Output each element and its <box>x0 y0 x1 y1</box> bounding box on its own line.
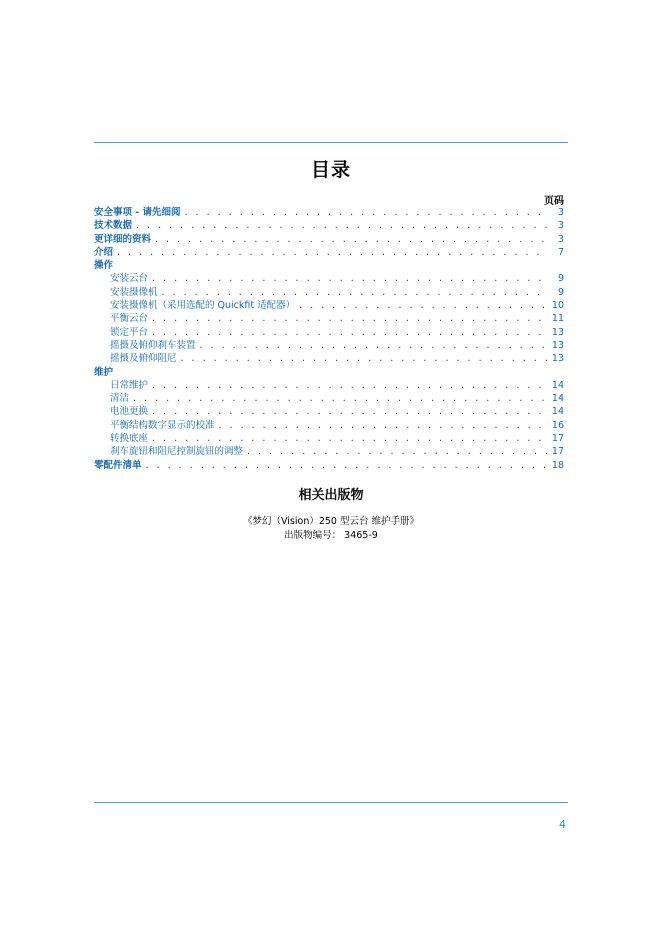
dot-leader <box>299 299 548 312</box>
toc-entry-page: 17 <box>551 433 564 445</box>
toc-entry[interactable] <box>94 312 564 325</box>
page-column-header: 页码 <box>544 196 564 207</box>
toc-entry-label: 平衡结构数字显示的校准 <box>110 419 215 431</box>
related-publication-title: 《梦幻（Vision）250 型云台 维护手册》 <box>242 516 420 527</box>
toc-entry[interactable] <box>94 339 564 352</box>
toc-entry[interactable] <box>94 326 564 339</box>
toc-entry[interactable] <box>94 286 564 299</box>
dot-leader <box>152 326 548 339</box>
dot-leader <box>219 419 548 432</box>
toc-entry[interactable] <box>94 206 564 219</box>
dot-leader <box>155 233 548 246</box>
toc-entry-label: 电池更换 <box>110 406 149 418</box>
dot-leader <box>117 246 548 259</box>
dot-leader <box>136 219 548 232</box>
toc-entry-page: 3 <box>557 220 564 232</box>
toc-entry-page: 13 <box>551 339 564 351</box>
toc-entry-page: 7 <box>557 246 564 258</box>
toc-entry-label: 平衡云台 <box>110 313 149 325</box>
toc-entry-label: 转换底座 <box>110 433 149 445</box>
dot-leader <box>181 352 548 365</box>
toc-entry[interactable] <box>94 459 564 472</box>
toc-entry-label: 安装摄像机（采用选配的 Quickfit 适配器） <box>110 300 296 312</box>
toc-entry[interactable] <box>94 233 564 246</box>
toc-entry-page: 13 <box>551 353 564 365</box>
toc-entry[interactable] <box>94 352 564 365</box>
toc-entry-page: 9 <box>557 286 564 298</box>
toc-entry-label: 维护 <box>94 366 114 378</box>
dot-leader <box>152 312 548 325</box>
dot-leader <box>247 445 548 458</box>
toc-entry[interactable] <box>94 219 564 232</box>
toc-entry-page: 3 <box>557 207 564 218</box>
toc-entry-label: 介绍 <box>94 246 114 258</box>
toc-entry-label: 更详细的资料 <box>94 233 152 245</box>
toc-entry-page: 10 <box>551 300 564 312</box>
page-number: 4 <box>559 818 566 831</box>
dot-leader <box>185 206 548 219</box>
toc-entry[interactable] <box>94 432 564 445</box>
toc-entry-page: 17 <box>551 446 564 458</box>
toc-entry-label: 零配件清单 <box>94 459 142 471</box>
toc-section-heading <box>94 259 564 272</box>
toc-entry-page: 16 <box>551 419 564 431</box>
toc-entry-page: 9 <box>557 273 564 285</box>
dot-leader <box>152 379 548 392</box>
dot-leader <box>146 459 548 472</box>
dot-leader <box>152 432 548 445</box>
toc-entry-label: 安装摄像机 <box>110 286 158 298</box>
toc-entry-label: 锁定平台 <box>110 326 149 338</box>
toc-entry-label: 技术数据 <box>94 220 133 232</box>
toc-entry-label: 操作 <box>94 260 114 272</box>
dot-leader <box>152 272 548 285</box>
toc-entry[interactable] <box>94 392 564 405</box>
toc-entry-page: 11 <box>551 313 564 325</box>
toc-entry-page: 3 <box>557 233 564 245</box>
toc-entry-page: 14 <box>551 393 564 405</box>
toc-entry[interactable] <box>94 272 564 285</box>
toc-entry[interactable] <box>94 405 564 418</box>
toc-entry-page: 14 <box>551 379 564 391</box>
page-title: 目录 <box>310 159 351 181</box>
dot-leader <box>162 286 548 299</box>
top-divider <box>94 142 568 143</box>
toc-entry-label: 刹车旋钮和阻尼控制旋钮的调整 <box>110 446 244 458</box>
toc-entry-label: 安全事项 - 请先细阅 <box>94 207 181 218</box>
toc-entry[interactable] <box>94 419 564 432</box>
toc-section-heading <box>94 366 564 379</box>
toc-entry[interactable] <box>94 299 564 312</box>
related-publications-heading: 相关出版物 <box>298 488 364 503</box>
toc-entry-label: 摇摄及俯仰刹车装置 <box>110 339 196 351</box>
table-of-contents <box>94 206 564 472</box>
toc-entry-label: 清洁 <box>110 393 130 405</box>
toc-entry[interactable] <box>94 445 564 458</box>
dot-leader <box>152 405 548 418</box>
toc-entry-label: 日常维护 <box>110 379 149 391</box>
dot-leader <box>200 339 548 352</box>
toc-entry[interactable] <box>94 379 564 392</box>
dot-leader <box>133 392 548 405</box>
bottom-divider <box>94 802 568 803</box>
toc-entry[interactable] <box>94 246 564 259</box>
related-publication-number: 出版物编号： 3465-9 <box>284 530 378 541</box>
toc-entry-label: 安装云台 <box>110 273 149 285</box>
toc-entry-page: 18 <box>551 459 564 471</box>
toc-entry-label: 摇摄及俯仰阻尼 <box>110 353 177 365</box>
toc-entry-page: 13 <box>551 326 564 338</box>
toc-entry-page: 14 <box>551 406 564 418</box>
